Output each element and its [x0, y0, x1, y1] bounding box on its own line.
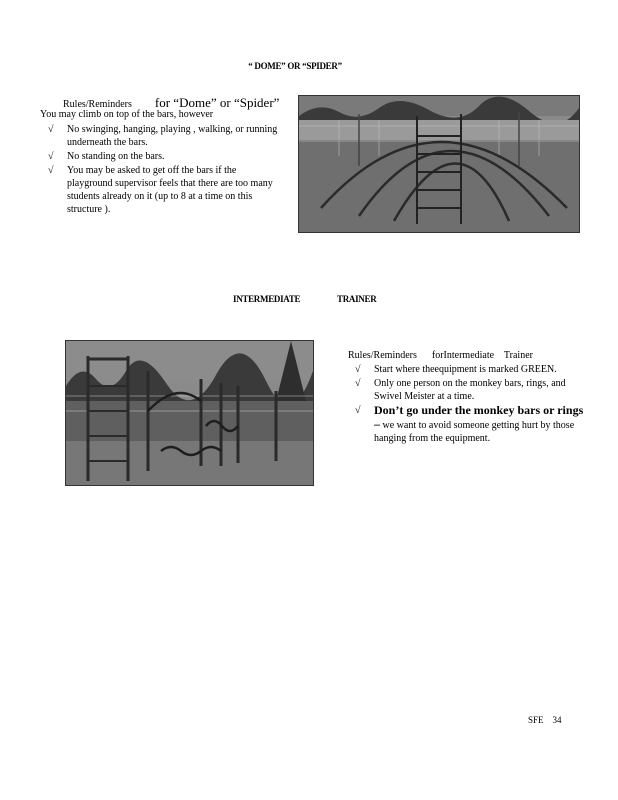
checkmark-icon: √: [355, 378, 361, 389]
rule-text: No swinging, hanging, playing , walking, or running underneath the bars.: [67, 124, 278, 148]
list-item: [355, 377, 585, 403]
checkmark-icon: √: [355, 364, 361, 375]
dome-spider-photo: [298, 95, 580, 233]
rule-text: Only one person on the monkey bars, rings, and Swivel Meister at a time.: [374, 378, 566, 402]
section-title-trainer: TRAINER: [337, 294, 377, 304]
checkmark-icon: √: [48, 151, 54, 162]
page-number: SFE 34: [528, 715, 562, 725]
rules-intro: You may climb on top of the bars, however: [40, 109, 214, 120]
rules-heading-subject: for “Dome” or “Spider”: [154, 95, 280, 110]
rules-heading-label: Rules/Reminders: [63, 99, 132, 110]
rule-text-emphasis: Don’t go under the monkey bars or rings –: [374, 403, 584, 431]
rule-text: No standing on the bars.: [67, 151, 165, 162]
dome-rules-list: [48, 123, 280, 217]
list-item: [355, 404, 585, 445]
list-item: [48, 164, 280, 216]
checkmark-icon: √: [48, 165, 54, 176]
trainer-rules-list: [355, 363, 585, 446]
rule-text: Start where theequipment is marked GREEN.: [374, 364, 557, 375]
list-item: [48, 123, 280, 149]
checkmark-icon: √: [48, 124, 54, 135]
rule-text: we want to avoid someone getting hurt by those hanging from the equipment.: [374, 420, 575, 444]
list-item: [48, 150, 280, 163]
section-title-intermediate: INTERMEDIATE: [233, 294, 301, 304]
checkmark-icon: √: [355, 405, 361, 416]
rule-text: You may be asked to get off the bars if the playground supervisor feels that there are too many students already on it (up to 8 at a time on this structure ).: [67, 165, 273, 215]
section-title-dome-spider: “ DOME” OR “SPIDER”: [248, 61, 342, 71]
list-item: [355, 363, 585, 376]
rules-heading-trainer: Rules/Reminders forIntermediate Trainer: [348, 350, 533, 361]
intermediate-trainer-photo: [65, 340, 314, 486]
